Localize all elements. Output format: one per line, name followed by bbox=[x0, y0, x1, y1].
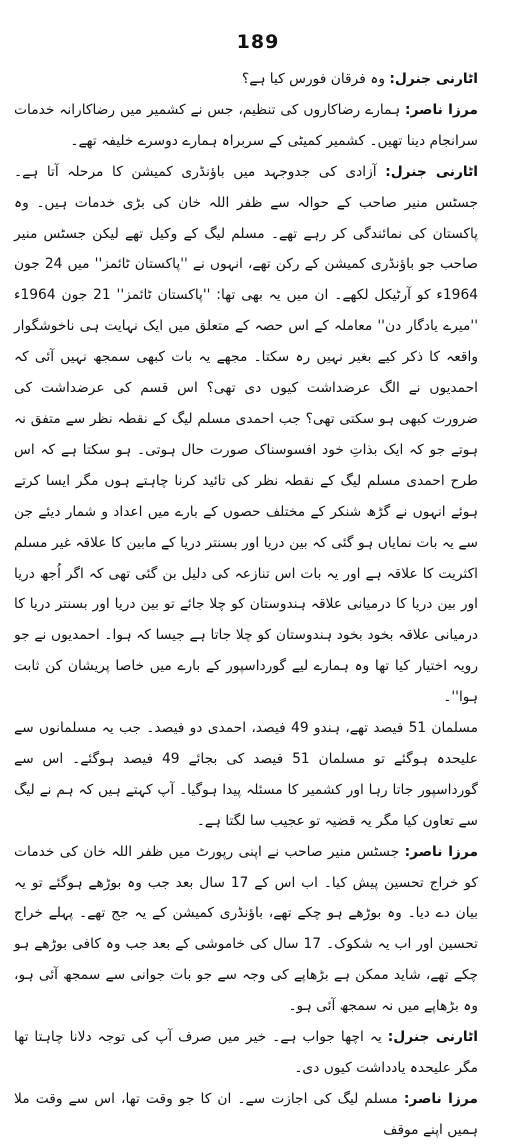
speaker-label: اٹارنی جنرل: bbox=[389, 71, 478, 87]
speaker-label: اٹارنی جنرل: bbox=[387, 1029, 478, 1046]
paragraph bbox=[14, 837, 502, 1022]
paragraph-text: آزادی کی جدوجہد میں باؤنڈری کمیشن کا مرحلہ آتا ہے۔ جسٹس منیر صاحب کے حوالہ سے ظفر اللہ خان کی بڑی خدمات ہیں۔ وہ پاکستان کی نمائندگی کر رہے تھے۔ مسلم لیگ کے وکیل تھے لیکن جسٹس منیر صاحب جو باؤنڈری کمیشن کے رکن تھے، انہوں نے ''پاکستان ٹائمز'' میں 24 جون 1964ء کو آرٹیکل لکھے۔ ان میں یہ بھی تھا: ''پاکستان ٹائمز'' 21 جون 1964ء ''میرے یادگار دن'' معاملہ کے اس حصہ کے متعلق میں ایک نہایت ہی ناخوشگوار واقعہ کا ذکر کیے بغیر نہیں رہ سکتا۔ مجھے یہ بات کبھی سمجھ نہیں آئی کہ احمدیوں نے الگ عرضداشت کیوں دی تھی؟ اس قسم کی عرضداشت کی ضرورت کبھی ہو سکتی تھی؟ جب احمدی مسلم لیگ کے نقطہ نظر سے متفق نہ ہوتے جو کہ ایک بذاتِ خود افسوسناک صورت حال ہوتی۔ ہو سکتا ہے کہ اس طرح احمدی مسلم لیگ کے نقطہ نظر کی تائید کرنا چاہتے ہوں مگر ایسا کرتے ہوئے انہوں نے گڑھ شنکر کے مختلف حصوں کے بارے میں اعداد و شمار دیئے جن سے یہ بات نمایاں ہو گئی کہ بین دریا اور بسنتر دریا کے مابین کا علاقہ غیر مسلم اکثریت کا علاقہ ہے اور یہ بات اس تنازعہ کی دلیل بن گئی تھی کہ اگر اُجھ دریا اور بین دریا کا درمیانی علاقہ ہندوستان کو چلا جائے تو بین دریا اور بسنتر دریا کا درمیانی علاقہ بخود بخود ہندوستان کو چلا جاتا ہے جیسا کہ ہوا۔ احمدیوں نے جو رویہ اختیار کیا تھا وہ ہمارے لیے گورداسپور کے بارے میں خاصا پریشان کن ثابت ہوا''۔ bbox=[14, 163, 479, 706]
paragraph bbox=[14, 1084, 502, 1146]
paragraph bbox=[14, 95, 502, 157]
paragraph bbox=[14, 64, 502, 95]
speaker-label: مرزا ناصر: bbox=[404, 843, 478, 860]
paragraph bbox=[14, 157, 502, 713]
speaker-label: مرزا ناصر: bbox=[403, 1090, 478, 1107]
page-number: 189 bbox=[236, 31, 280, 53]
paragraph-text: ہمارے رضاکاروں کی تنظیم، جس نے کشمیر میں رضاکارانہ خدمات سرانجام دینا تھیں۔ کشمیر کمیٹی کے سربراہ ہمارے دوسرے خلیفہ تھے۔ bbox=[14, 101, 478, 149]
speaker-label: اٹارنی جنرل: bbox=[385, 163, 478, 180]
paragraph bbox=[14, 1022, 502, 1084]
paragraph-text: یہ اچھا جواب ہے۔ خیر میں صرف آپ کی توجہ دلانا چاہتا تھا مگر علیحدہ یادداشت کیوں دی۔ bbox=[14, 1029, 478, 1076]
paragraph-text: مسلمان 51 فیصد تھے، ہندو 49 فیصد، احمدی دو فیصد۔ جب یہ مسلمانوں سے علیحدہ ہوگئے تو مسلمان 51 فیصد کی بجائے 49 فیصد ہوگئے۔ اس سے گورداسپور جاتا رہا اور کشمیر کا مسئلہ پیدا ہوگیا۔ آپ کہتے ہیں کہ ہم نے لیگ سے تعاون کیا مگر یہ قضیہ تو عجیب سا لگتا ہے۔ bbox=[14, 720, 479, 829]
paragraph-text: مسلم لیگ کی اجازت سے۔ ان کا جو وقت تھا، اس سے وقت ملا ہمیں اپنے موقف bbox=[14, 1090, 478, 1138]
paragraph-text: وہ فرقان فورس کیا ہے؟ bbox=[241, 71, 390, 87]
speaker-label: مرزا ناصر: bbox=[405, 101, 478, 118]
paragraph bbox=[14, 713, 502, 837]
page-body bbox=[14, 64, 502, 1146]
paragraph-text: جسٹس منیر صاحب نے اپنی رپورٹ میں ظفر اللہ خان کی خدمات کو خراج تحسین پیش کیا۔ اب اس کے 17 سال بعد جب وہ بوڑھے ہوگئے تو یہ بیان دے دیا۔ وہ بوڑھے ہو چکے تھے، باؤنڈری کمیشن کے یہ جج تھے۔ پہلے خراج تحسین اور اب یہ شکوک۔ 17 سال کی خاموشی کے بعد جب وہ کافی بوڑھے ہو چکے تھے، شاید ممکن ہے بڑھاپے کی وجہ سے جو بات جوانی سے سمجھ آئی ہو، وہ بڑھاپے میں نہ سمجھ آئی ہو۔ bbox=[14, 843, 478, 1015]
